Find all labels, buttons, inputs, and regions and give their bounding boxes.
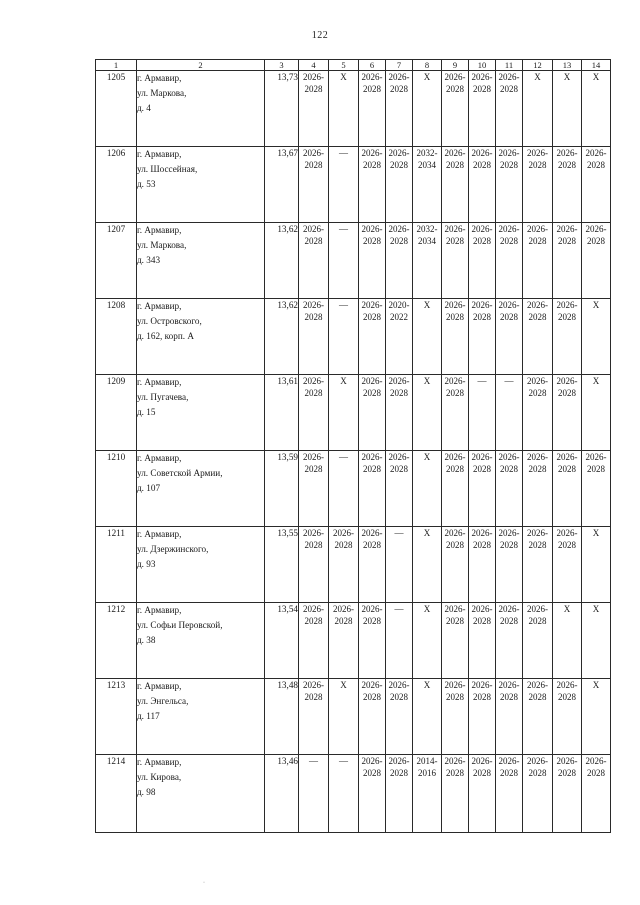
period-cell: 2026- 2028 xyxy=(523,299,553,375)
address-line: ул. Шоссейная, xyxy=(137,164,198,174)
period-cell: 2020- 2022 xyxy=(386,299,413,375)
period-cell: X xyxy=(413,527,442,603)
period-cell: — xyxy=(496,375,523,451)
area-value: 13,54 xyxy=(265,603,299,679)
period-cell: 2026- 2028 xyxy=(299,299,329,375)
period-cell: 2026- 2028 xyxy=(553,755,582,833)
period-cell: 2026- 2028 xyxy=(386,755,413,833)
period-cell: 2026- 2028 xyxy=(442,375,469,451)
period-cell: X xyxy=(582,679,611,755)
page-number: 122 xyxy=(311,30,329,41)
period-cell: 2026- 2028 xyxy=(442,679,469,755)
period-cell: 2026- 2028 xyxy=(469,603,496,679)
period-cell: X xyxy=(582,527,611,603)
address-line: д. 93 xyxy=(137,559,156,569)
address-line: д. 4 xyxy=(137,103,151,113)
period-cell: 2026- 2028 xyxy=(299,223,329,299)
column-header: 12 xyxy=(523,60,553,71)
period-cell: X xyxy=(413,71,442,147)
table-row xyxy=(96,755,611,833)
header-row xyxy=(96,60,611,71)
period-cell: — xyxy=(386,527,413,603)
address-cell xyxy=(137,71,265,147)
period-cell: 2026- 2028 xyxy=(442,223,469,299)
period-cell: X xyxy=(413,299,442,375)
period-cell: 2026- 2028 xyxy=(523,223,553,299)
period-cell: X xyxy=(553,603,582,679)
period-cell: 2026- 2028 xyxy=(523,603,553,679)
period-cell: 2026- 2028 xyxy=(469,71,496,147)
address-cell xyxy=(137,147,265,223)
column-header: 7 xyxy=(386,60,413,71)
period-cell: 2026- 2028 xyxy=(523,679,553,755)
period-cell: 2026- 2028 xyxy=(523,755,553,833)
address-line: д. 38 xyxy=(137,635,156,645)
period-cell: 2026- 2028 xyxy=(469,223,496,299)
address-line: д. 343 xyxy=(137,255,161,265)
period-cell: 2026- 2028 xyxy=(582,755,611,833)
period-cell: 2026- 2028 xyxy=(359,71,386,147)
period-cell: X xyxy=(413,375,442,451)
period-cell: 2026- 2028 xyxy=(359,375,386,451)
period-cell: 2026- 2028 xyxy=(386,223,413,299)
period-cell: 2014- 2016 xyxy=(413,755,442,833)
period-cell: — xyxy=(329,299,359,375)
period-cell: X xyxy=(523,71,553,147)
period-cell: X xyxy=(413,603,442,679)
address-line: д. 117 xyxy=(137,711,160,721)
row-number: 1209 xyxy=(96,375,137,451)
address-line: ул. Советской Армии, xyxy=(137,468,223,478)
period-cell: 2026- 2028 xyxy=(469,299,496,375)
row-number: 1210 xyxy=(96,451,137,527)
period-cell: 2026- 2028 xyxy=(553,223,582,299)
period-cell: 2026- 2028 xyxy=(442,147,469,223)
period-cell: 2026- 2028 xyxy=(359,527,386,603)
period-cell: 2026- 2028 xyxy=(496,527,523,603)
address-line: г. Армавир, xyxy=(137,757,182,767)
table-row xyxy=(96,527,611,603)
address-line: г. Армавир, xyxy=(137,529,182,539)
period-cell: 2026- 2028 xyxy=(469,679,496,755)
period-cell: 2026- 2028 xyxy=(386,71,413,147)
row-number: 1211 xyxy=(96,527,137,603)
address-cell xyxy=(137,603,265,679)
period-cell: 2026- 2028 xyxy=(469,451,496,527)
area-value: 13,61 xyxy=(265,375,299,451)
period-cell: 2026- 2028 xyxy=(582,147,611,223)
column-header: 9 xyxy=(442,60,469,71)
period-cell: 2026- 2028 xyxy=(553,679,582,755)
period-cell: X xyxy=(582,603,611,679)
address-cell xyxy=(137,223,265,299)
address-line: д. 162, корп. А xyxy=(137,331,194,341)
address-cell xyxy=(137,679,265,755)
period-cell: 2026- 2028 xyxy=(553,147,582,223)
period-cell: 2032- 2034 xyxy=(413,223,442,299)
area-value: 13,62 xyxy=(265,223,299,299)
row-number: 1212 xyxy=(96,603,137,679)
address-line: г. Армавир, xyxy=(137,377,182,387)
area-value: 13,73 xyxy=(265,71,299,147)
address-cell xyxy=(137,451,265,527)
address-line: ул. Маркова, xyxy=(137,88,187,98)
address-line: ул. Кирова, xyxy=(137,772,182,782)
row-number: 1213 xyxy=(96,679,137,755)
period-cell: 2026- 2028 xyxy=(329,603,359,679)
period-cell: X xyxy=(582,71,611,147)
period-cell: 2026- 2028 xyxy=(496,71,523,147)
period-cell: 2026- 2028 xyxy=(359,223,386,299)
address-cell xyxy=(137,375,265,451)
period-cell: 2026- 2028 xyxy=(442,755,469,833)
address-line: ул. Островского, xyxy=(137,316,202,326)
period-cell: X xyxy=(553,71,582,147)
period-cell: 2026- 2028 xyxy=(469,755,496,833)
period-cell: 2026- 2028 xyxy=(469,527,496,603)
period-cell: 2026- 2028 xyxy=(496,755,523,833)
period-cell: — xyxy=(329,755,359,833)
address-line: г. Армавир, xyxy=(137,681,182,691)
area-value: 13,48 xyxy=(265,679,299,755)
period-cell: — xyxy=(329,223,359,299)
column-header: 1 xyxy=(96,60,137,71)
period-cell: 2026- 2028 xyxy=(442,603,469,679)
period-cell: 2026- 2028 xyxy=(299,147,329,223)
period-cell: 2026- 2028 xyxy=(299,451,329,527)
period-cell: X xyxy=(329,71,359,147)
row-number: 1207 xyxy=(96,223,137,299)
period-cell: 2026- 2028 xyxy=(359,603,386,679)
period-cell: — xyxy=(299,755,329,833)
period-cell: 2026- 2028 xyxy=(359,679,386,755)
column-header: 11 xyxy=(496,60,523,71)
period-cell: X xyxy=(413,451,442,527)
row-number: 1214 xyxy=(96,755,137,833)
address-cell xyxy=(137,299,265,375)
period-cell: 2026- 2028 xyxy=(386,375,413,451)
period-cell: 2026- 2028 xyxy=(329,527,359,603)
column-header: 2 xyxy=(137,60,265,71)
period-cell: 2026- 2028 xyxy=(496,299,523,375)
area-value: 13,55 xyxy=(265,527,299,603)
period-cell: 2026- 2028 xyxy=(359,451,386,527)
period-cell: 2026- 2028 xyxy=(553,527,582,603)
table-row xyxy=(96,375,611,451)
address-line: г. Армавир, xyxy=(137,225,182,235)
period-cell: 2026- 2028 xyxy=(523,147,553,223)
period-cell: 2032- 2034 xyxy=(413,147,442,223)
column-header: 3 xyxy=(265,60,299,71)
period-cell: — xyxy=(469,375,496,451)
period-cell: X xyxy=(329,679,359,755)
period-cell: 2026- 2028 xyxy=(299,527,329,603)
period-cell: 2026- 2028 xyxy=(553,451,582,527)
period-cell: 2026- 2028 xyxy=(523,451,553,527)
table-row xyxy=(96,223,611,299)
schedule-table xyxy=(95,59,611,833)
address-cell xyxy=(137,755,265,833)
period-cell: 2026- 2028 xyxy=(553,299,582,375)
period-cell: — xyxy=(386,603,413,679)
table-row xyxy=(96,451,611,527)
address-line: д. 98 xyxy=(137,787,156,797)
period-cell: 2026- 2028 xyxy=(299,603,329,679)
period-cell: 2026- 2028 xyxy=(469,147,496,223)
period-cell: 2026- 2028 xyxy=(496,603,523,679)
period-cell: 2026- 2028 xyxy=(442,71,469,147)
address-line: ул. Дзержинского, xyxy=(137,544,209,554)
column-header: 13 xyxy=(553,60,582,71)
period-cell: X xyxy=(582,375,611,451)
address-line: г. Армавир, xyxy=(137,453,182,463)
column-header: 6 xyxy=(359,60,386,71)
table-row xyxy=(96,603,611,679)
address-cell xyxy=(137,527,265,603)
area-value: 13,46 xyxy=(265,755,299,833)
period-cell: 2026- 2028 xyxy=(299,679,329,755)
period-cell: 2026- 2028 xyxy=(582,223,611,299)
area-value: 13,59 xyxy=(265,451,299,527)
area-value: 13,62 xyxy=(265,299,299,375)
table-row xyxy=(96,71,611,147)
column-header: 10 xyxy=(469,60,496,71)
period-cell: 2026- 2028 xyxy=(582,451,611,527)
period-cell: 2026- 2028 xyxy=(523,527,553,603)
period-cell: 2026- 2028 xyxy=(359,299,386,375)
address-line: г. Армавир, xyxy=(137,149,182,159)
address-line: ул. Энгельса, xyxy=(137,696,189,706)
column-header: 14 xyxy=(582,60,611,71)
address-line: ул. Софьи Перовской, xyxy=(137,620,223,630)
row-number: 1205 xyxy=(96,71,137,147)
column-header: 8 xyxy=(413,60,442,71)
period-cell: 2026- 2028 xyxy=(442,299,469,375)
period-cell: 2026- 2028 xyxy=(496,223,523,299)
period-cell: 2026- 2028 xyxy=(553,375,582,451)
address-line: д. 15 xyxy=(137,407,156,417)
scan-mark: · xyxy=(203,880,205,886)
address-line: ул. Пугачева, xyxy=(137,392,189,402)
period-cell: 2026- 2028 xyxy=(496,451,523,527)
address-line: д. 53 xyxy=(137,179,156,189)
period-cell: 2026- 2028 xyxy=(496,679,523,755)
address-line: г. Армавир, xyxy=(137,73,182,83)
period-cell: X xyxy=(582,299,611,375)
table-row xyxy=(96,679,611,755)
address-line: д. 107 xyxy=(137,483,161,493)
period-cell: X xyxy=(413,679,442,755)
address-line: г. Армавир, xyxy=(137,605,182,615)
period-cell: X xyxy=(329,375,359,451)
row-number: 1206 xyxy=(96,147,137,223)
period-cell: — xyxy=(329,147,359,223)
row-number: 1208 xyxy=(96,299,137,375)
period-cell: 2026- 2028 xyxy=(386,147,413,223)
period-cell: 2026- 2028 xyxy=(299,71,329,147)
column-header: 5 xyxy=(329,60,359,71)
period-cell: — xyxy=(329,451,359,527)
period-cell: 2026- 2028 xyxy=(299,375,329,451)
table-row xyxy=(96,299,611,375)
period-cell: 2026- 2028 xyxy=(442,527,469,603)
period-cell: 2026- 2028 xyxy=(523,375,553,451)
period-cell: 2026- 2028 xyxy=(496,147,523,223)
area-value: 13,67 xyxy=(265,147,299,223)
address-line: ул. Маркова, xyxy=(137,240,187,250)
period-cell: 2026- 2028 xyxy=(359,147,386,223)
period-cell: 2026- 2028 xyxy=(442,451,469,527)
period-cell: 2026- 2028 xyxy=(359,755,386,833)
period-cell: 2026- 2028 xyxy=(386,679,413,755)
column-header: 4 xyxy=(299,60,329,71)
address-line: г. Армавир, xyxy=(137,301,182,311)
table-row xyxy=(96,147,611,223)
period-cell: 2026- 2028 xyxy=(386,451,413,527)
